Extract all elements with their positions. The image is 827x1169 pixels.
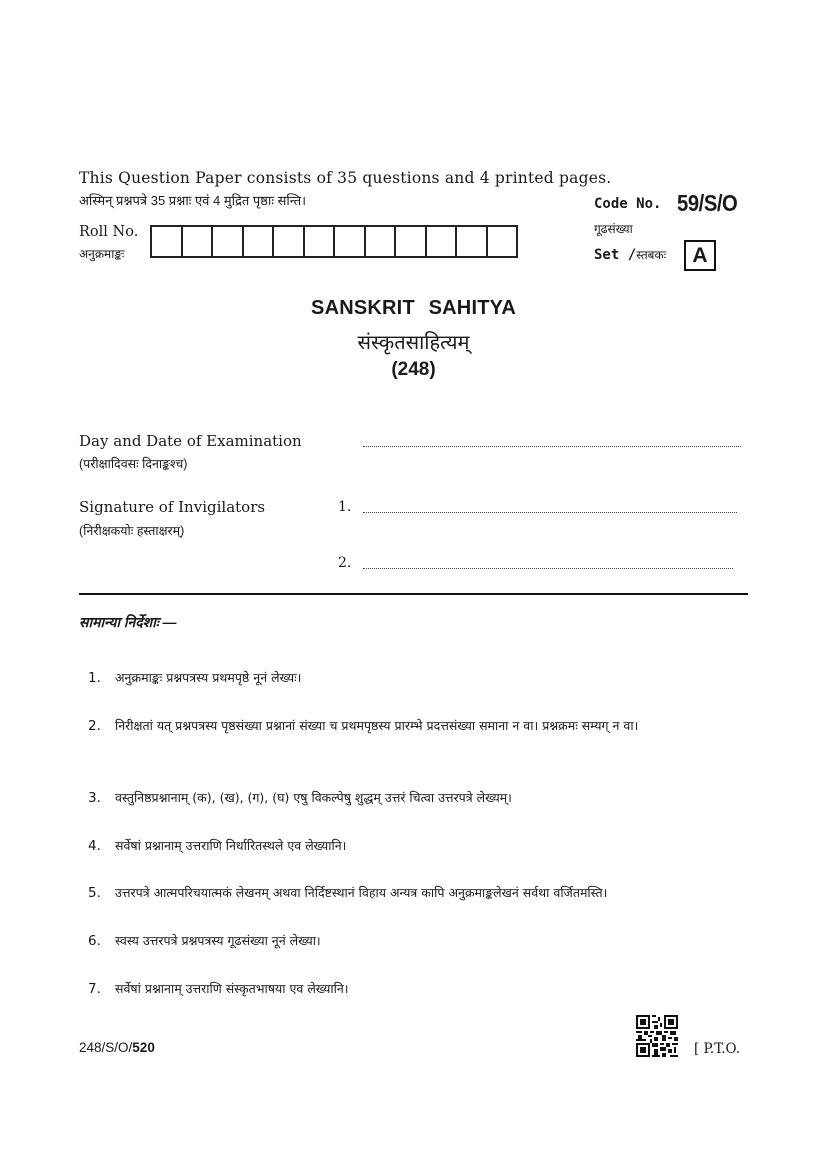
roll-no-digit-box[interactable] xyxy=(427,227,458,256)
roll-no-digit-box[interactable] xyxy=(396,227,427,256)
roll-no-digit-box[interactable] xyxy=(488,227,517,256)
roll-no-digit-box[interactable] xyxy=(152,227,183,256)
instructions-heading: सामान्या निर्देशाः — xyxy=(79,614,177,630)
instruction-text: अनुक्रमाङ्कः प्रश्नपत्रस्य प्रथमपृष्ठे नूनं लेख्यः। xyxy=(115,670,302,685)
subject-title-sanskrit: संस्कृतसाहित्यम् xyxy=(357,332,470,354)
roll-no-digit-box[interactable] xyxy=(183,227,214,256)
roll-no-digit-box[interactable] xyxy=(457,227,488,256)
roll-no-digit-box[interactable] xyxy=(305,227,336,256)
qr-code-icon xyxy=(636,1015,678,1057)
section-divider xyxy=(79,593,748,595)
paper-code-prefix: 248/S/O/ xyxy=(79,1040,133,1055)
paper-info-sanskrit: अस्मिन् प्रश्नपत्रे 35 प्रश्नाः एवं 4 मुद्रित पृष्ठाः सन्ति। xyxy=(79,193,307,208)
code-no-label-sanskrit: गूढसंख्या xyxy=(594,222,633,236)
roll-no-label: Roll No. xyxy=(79,224,139,240)
instruction-number: 1. xyxy=(88,670,101,686)
set-label xyxy=(594,246,666,263)
instruction-number: 7. xyxy=(88,981,101,997)
set-label-english: Set / xyxy=(594,247,637,263)
instruction-item xyxy=(88,976,750,1002)
paper-info-english: This Question Paper consists of 35 questions and 4 printed pages. xyxy=(79,169,612,187)
instruction-number: 6. xyxy=(88,933,101,949)
instruction-item xyxy=(88,785,750,811)
instruction-text: उत्तरपत्रे आत्मपरिचयात्मकं लेखनम् अथवा निर्दिष्टस्थानं विहाय अन्यत्र कापि अनुक्रमाङ्कलेखनं सर्वथा वर्जितमस्ति। xyxy=(115,885,608,900)
invigilator-1-number: 1. xyxy=(338,499,352,515)
roll-no-digit-box[interactable] xyxy=(213,227,244,256)
subject-code: (248) xyxy=(391,359,436,380)
roll-no-input-group[interactable] xyxy=(150,225,518,258)
instruction-item xyxy=(88,713,750,739)
roll-no-digit-box[interactable] xyxy=(244,227,275,256)
instruction-item xyxy=(88,833,750,859)
invigilator-signature-label: Signature of Invigilators xyxy=(79,498,266,516)
set-badge: A xyxy=(684,240,716,271)
roll-no-digit-box[interactable] xyxy=(335,227,366,256)
instruction-text: वस्तुनिष्ठप्रश्नानाम् (क), (ख), (ग), (घ) एषु विकल्पेषु शुद्धम् उत्तरं चित्वा उत्तरपत्रे लेख्यम्। xyxy=(115,790,512,805)
paper-code-footer xyxy=(79,1040,155,1055)
set-label-sanskrit: स्तबकः xyxy=(636,248,667,262)
instruction-number: 3. xyxy=(88,790,101,806)
code-no-label: Code No. xyxy=(594,196,662,212)
subject-title: SANSKRIT SAHITYA xyxy=(311,297,516,319)
invigilator-1-signature-field[interactable] xyxy=(363,512,737,513)
instruction-text: सर्वेषां प्रश्नानाम् उत्तराणि निर्धारितस्थले एव लेख्यानि। xyxy=(115,838,347,853)
instruction-number: 5. xyxy=(88,885,101,901)
please-turn-over: [ P.T.O. xyxy=(694,1041,741,1057)
instruction-text: निरीक्षतां यत् प्रश्नपत्रस्य पृष्ठसंख्या प्रश्नानां संख्या च प्रथमपृष्ठस्य प्रारम्भे प्रदत्तसंख्या समाना न वा। प्रश्नक्रमः सम्यग् न वा। xyxy=(115,718,639,733)
instruction-number: 2. xyxy=(88,718,101,734)
paper-code-number: 520 xyxy=(132,1040,155,1055)
exam-date-label: Day and Date of Examination xyxy=(79,432,302,450)
instruction-text: सर्वेषां प्रश्नानाम् उत्तराणि संस्कृतभाषया एव लेख्यानि। xyxy=(115,981,349,996)
exam-date-field[interactable] xyxy=(363,446,741,447)
invigilator-2-number: 2. xyxy=(338,555,352,571)
instruction-item xyxy=(88,665,750,691)
instruction-text: स्वस्य उत्तरपत्रे प्रश्नपत्रस्य गूढसंख्या नूनं लेख्या। xyxy=(115,933,321,948)
exam-date-label-sanskrit: (परीक्षादिवसः दिनाङ्कश्च) xyxy=(79,457,188,471)
invigilator-2-signature-field[interactable] xyxy=(363,568,733,569)
code-no-value: 59/S/O xyxy=(677,190,738,216)
roll-no-digit-box[interactable] xyxy=(274,227,305,256)
invigilator-signature-label-sanskrit: (निरीक्षकयोः हस्ताक्षरम्) xyxy=(79,524,185,538)
roll-no-label-sanskrit: अनुक्रमाङ्कः xyxy=(79,247,125,261)
instruction-number: 4. xyxy=(88,838,101,854)
roll-no-digit-box[interactable] xyxy=(366,227,397,256)
instruction-item xyxy=(88,880,750,906)
instruction-item xyxy=(88,928,750,954)
